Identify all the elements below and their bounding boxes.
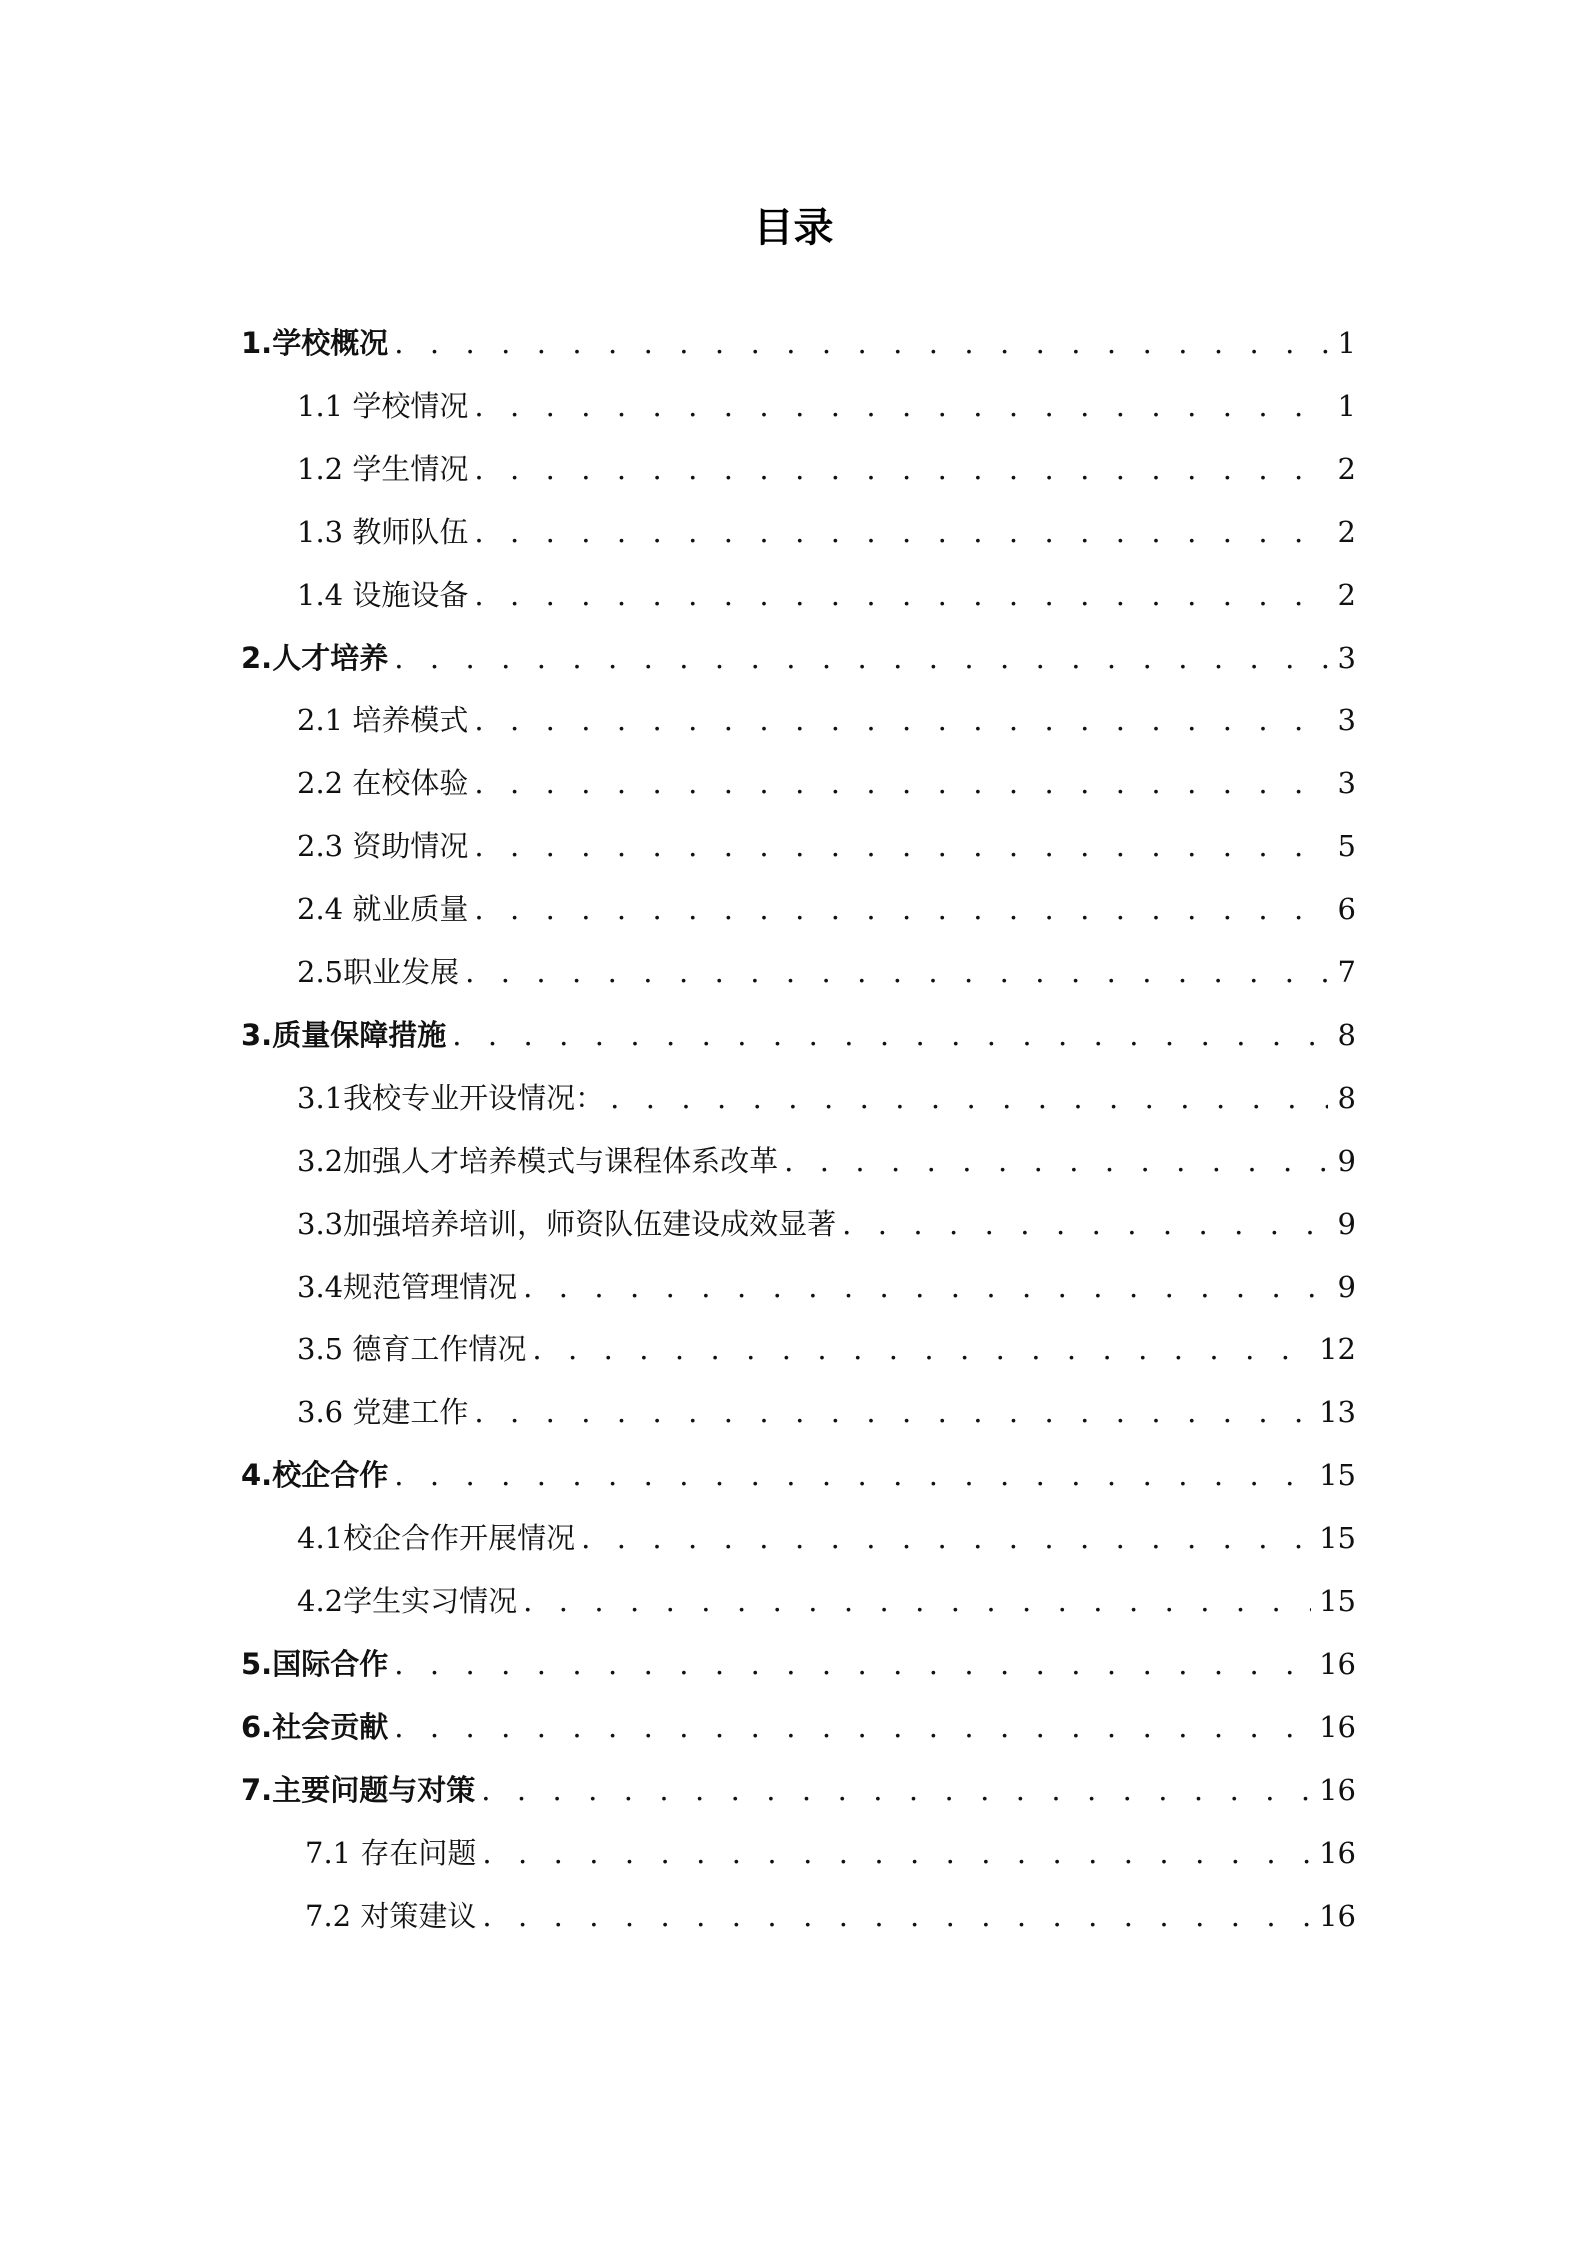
toc-title: 目录 <box>753 205 834 251</box>
toc-page-number: 9 <box>1337 1143 1356 1178</box>
toc-page-number: 7 <box>1337 955 1356 989</box>
toc-entry-text: 1.1 学校情况 <box>297 388 469 423</box>
toc-entry[interactable] <box>297 570 1356 620</box>
toc-entry-text: 2.4 就业质量 <box>297 892 469 927</box>
toc-page-number: 5 <box>1337 829 1356 864</box>
toc-dot-leader <box>394 1639 1311 1689</box>
toc-entry-text: 4.2学生实习情况 <box>297 1584 518 1618</box>
toc-page-number: 13 <box>1319 1395 1356 1430</box>
toc-entry-text: 2.人才培养 <box>241 640 389 675</box>
toc-entry-text: 2.2 在校体验 <box>297 766 469 801</box>
toc-page-number: 16 <box>1319 1709 1356 1744</box>
toc-dot-leader <box>474 444 1328 494</box>
toc-entry-text: 2.5职业发展 <box>297 955 460 989</box>
toc-entry-text: 3.3加强培养培训，师资队伍建设成效显著 <box>297 1206 837 1241</box>
toc-entry[interactable] <box>297 1262 1356 1312</box>
toc-page-number: 1 <box>1337 326 1356 360</box>
toc-dot-leader <box>784 1136 1328 1186</box>
toc-dot-leader <box>481 1765 1311 1815</box>
toc-entry-text: 3.5 德育工作情况 <box>297 1332 527 1367</box>
toc-dot-leader <box>394 633 1328 683</box>
toc-page-number: 12 <box>1319 1332 1356 1367</box>
toc-entry-text: 3.质量保障措施 <box>241 1017 447 1052</box>
toc-page-number: 9 <box>1337 1269 1356 1304</box>
toc-page-number: 8 <box>1337 1080 1356 1115</box>
toc-entry[interactable] <box>297 1387 1356 1437</box>
toc-page-number: 15 <box>1319 1458 1356 1493</box>
toc-dot-leader <box>394 1450 1311 1500</box>
toc-entry-text: 7.1 存在问题 <box>305 1835 477 1870</box>
toc-entry-text: 7.2 对策建议 <box>305 1898 477 1933</box>
toc-dot-leader <box>394 1702 1311 1752</box>
toc-entry-text: 3.2加强人才培养模式与课程体系改革 <box>297 1143 779 1178</box>
toc-dot-leader <box>474 821 1328 871</box>
toc-entry[interactable] <box>305 1891 1356 1941</box>
toc-entry-text: 7.主要问题与对策 <box>241 1772 476 1807</box>
toc-dot-leader <box>842 1199 1328 1249</box>
toc-entry-text: 2.3 资助情况 <box>297 829 469 864</box>
toc-entry[interactable] <box>241 1702 1356 1752</box>
toc-dot-leader <box>523 1576 1311 1626</box>
toc-page-number: 8 <box>1337 1017 1356 1052</box>
toc-entry[interactable] <box>297 947 1356 997</box>
toc-entry[interactable] <box>297 1073 1356 1123</box>
toc-entry-text: 3.4规范管理情况 <box>297 1269 518 1304</box>
toc-entry-text: 4.1校企合作开展情况 <box>297 1521 576 1556</box>
toc-entry[interactable] <box>297 1324 1356 1374</box>
toc-dot-leader <box>474 507 1328 557</box>
toc-page-number: 2 <box>1337 514 1356 549</box>
toc-entry-text: 2.1 培养模式 <box>297 703 469 738</box>
toc-entry[interactable] <box>241 1765 1356 1815</box>
toc-dot-leader <box>465 947 1328 997</box>
toc-entry-text: 1.3 教师队伍 <box>297 514 469 549</box>
toc-page-number: 9 <box>1337 1206 1356 1241</box>
toc-dot-leader <box>532 1324 1311 1374</box>
toc-entry-text: 1.学校概况 <box>241 326 389 360</box>
toc-dot-leader <box>394 318 1328 368</box>
toc-page-number: 15 <box>1319 1521 1356 1556</box>
toc-entry[interactable] <box>305 1828 1356 1878</box>
toc-dot-leader <box>474 884 1328 934</box>
toc-entry[interactable] <box>297 1513 1356 1563</box>
toc-entry[interactable] <box>297 507 1356 557</box>
toc-entry[interactable] <box>297 758 1356 808</box>
toc-entry[interactable] <box>241 1639 1356 1689</box>
toc-entry-text: 1.4 设施设备 <box>297 577 469 612</box>
toc-page-number: 3 <box>1337 703 1356 738</box>
toc-page-number: 15 <box>1319 1584 1356 1618</box>
toc-page-number: 16 <box>1319 1898 1356 1933</box>
toc-page-number: 6 <box>1337 892 1356 927</box>
toc-dot-leader <box>482 1828 1311 1878</box>
toc-dot-leader <box>523 1262 1328 1312</box>
toc-entry-text: 5.国际合作 <box>241 1646 389 1681</box>
toc-entry[interactable] <box>297 821 1356 871</box>
toc-entry[interactable] <box>297 1136 1356 1186</box>
toc-dot-leader <box>482 1891 1311 1941</box>
toc-entry[interactable] <box>241 1010 1356 1060</box>
toc-entry[interactable] <box>297 1199 1356 1249</box>
toc-page-number: 3 <box>1337 766 1356 801</box>
toc-page-number: 2 <box>1337 577 1356 612</box>
toc-page-number: 2 <box>1337 451 1356 486</box>
toc-entry[interactable] <box>297 695 1356 745</box>
toc-dot-leader <box>474 570 1328 620</box>
toc-dot-leader <box>474 695 1328 745</box>
toc-dot-leader <box>474 381 1328 431</box>
toc-entry-text: 3.6 党建工作 <box>297 1395 469 1430</box>
toc-entry[interactable] <box>297 444 1356 494</box>
toc-entry[interactable] <box>297 884 1356 934</box>
toc-entry[interactable] <box>241 1450 1356 1500</box>
toc-entry[interactable] <box>241 633 1356 683</box>
toc-dot-leader <box>581 1513 1311 1563</box>
toc-entry-text: 6.社会贡献 <box>241 1709 389 1744</box>
toc-entry-text: 1.2 学生情况 <box>297 451 469 486</box>
toc-page-number: 16 <box>1319 1772 1356 1807</box>
toc-entry-text: 3.1我校专业开设情况： <box>297 1080 605 1115</box>
toc-page-number: 1 <box>1337 388 1356 423</box>
toc-dot-leader <box>474 1387 1311 1437</box>
toc-entry-text: 4.校企合作 <box>241 1458 389 1493</box>
toc-page-number: 16 <box>1319 1646 1356 1681</box>
toc-entry[interactable] <box>297 381 1356 431</box>
toc-page-number: 16 <box>1319 1835 1356 1870</box>
toc-dot-leader <box>474 758 1328 808</box>
toc-dot-leader <box>610 1073 1328 1123</box>
toc-entry[interactable] <box>297 1576 1356 1626</box>
toc-entry[interactable] <box>241 318 1356 368</box>
toc-page-number: 3 <box>1337 640 1356 675</box>
toc-dot-leader <box>452 1010 1328 1060</box>
